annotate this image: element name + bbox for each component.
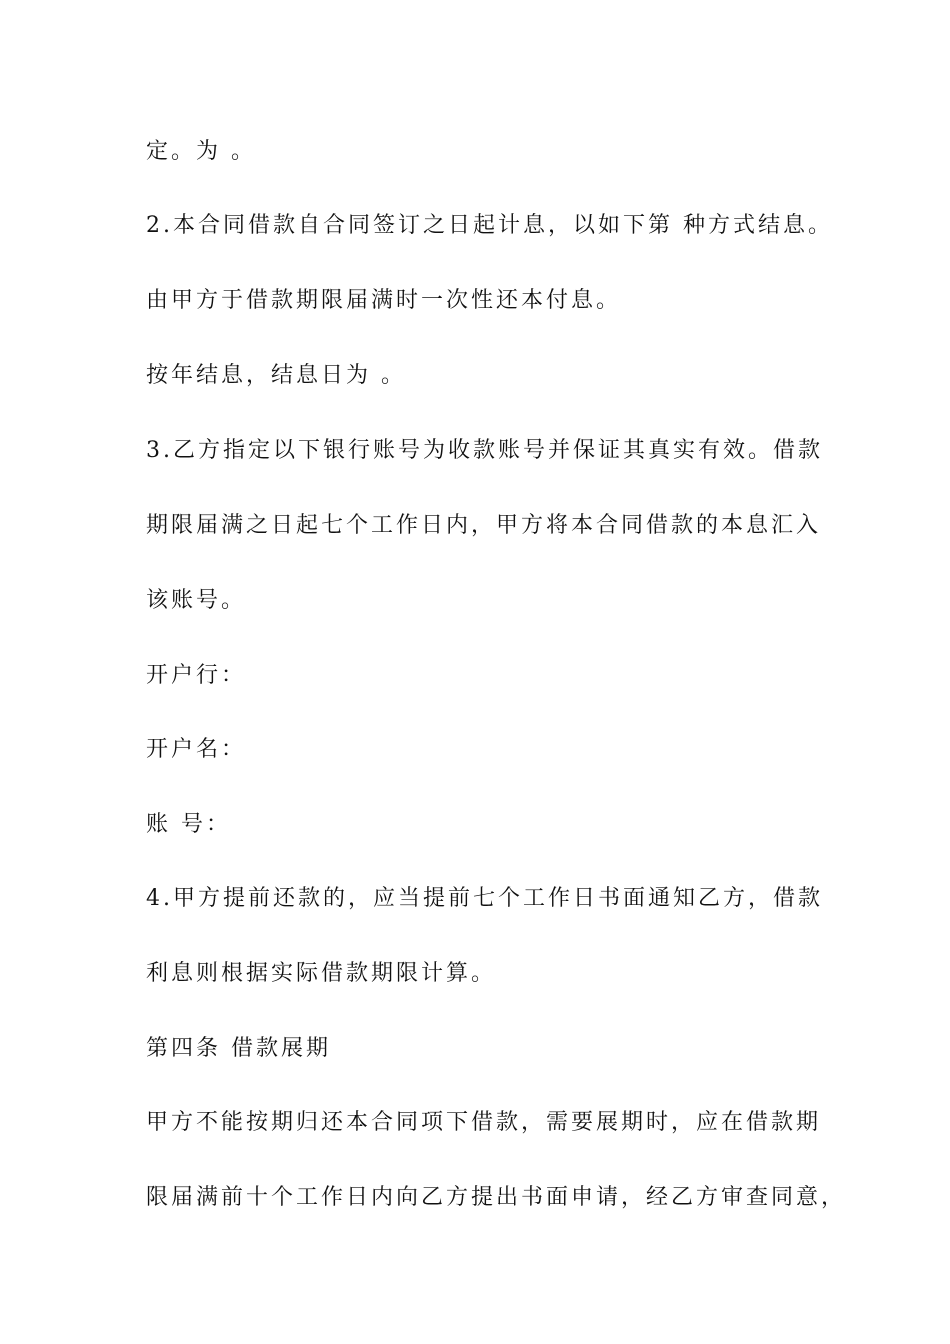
text-line: 甲方不能按期归还本合同项下借款，需要展期时，应在借款期: [146, 1110, 822, 1135]
account-number-label: 账 号：: [146, 812, 231, 837]
text-line: 定。为 。: [146, 139, 256, 164]
text-line: 利息则根据实际借款期限计算。: [146, 961, 497, 986]
text-line: 由甲方于借款期限届满时一次性还本付息。: [146, 288, 622, 313]
account-name-label: 开户名：: [146, 737, 247, 762]
text-line: 2.本合同借款自合同签订之日起计息，以如下第 种方式结息。: [146, 213, 833, 238]
text-line: 4.甲方提前还款的，应当提前七个工作日书面通知乙方，借款: [146, 886, 823, 911]
text-line: 按年结息，结息日为 。: [146, 363, 406, 388]
text-line: 限届满前十个工作日内向乙方提出书面申请，经乙方审查同意，: [146, 1185, 847, 1210]
text-line: 该账号。: [146, 588, 247, 613]
text-line: 期限届满之日起七个工作日内，甲方将本合同借款的本息汇入: [146, 513, 822, 538]
bank-name-label: 开户行：: [146, 663, 247, 688]
section-heading: 第四条 借款展期: [146, 1036, 331, 1061]
text-line: 3.乙方指定以下银行账号为收款账号并保证其真实有效。借款: [146, 438, 823, 463]
